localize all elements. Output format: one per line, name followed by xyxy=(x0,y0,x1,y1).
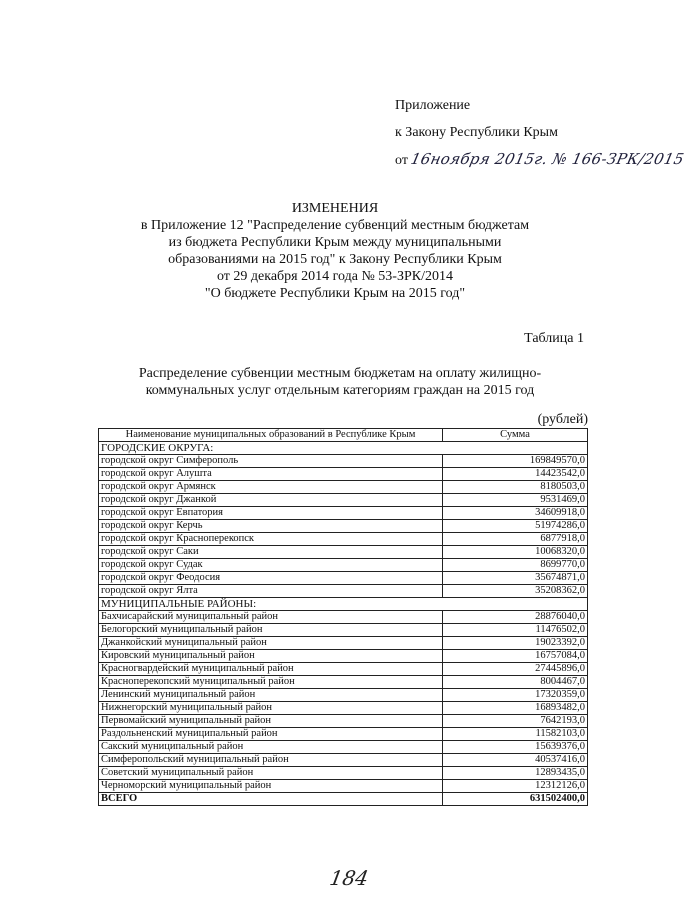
title-heading: ИЗМЕНЕНИЯ xyxy=(291,201,379,216)
municipality-name: городской округ Феодосия xyxy=(99,572,443,585)
amount-value: 51974286,0 xyxy=(443,520,588,533)
table-row xyxy=(99,572,588,585)
amount-value: 28876040,0 xyxy=(443,611,588,624)
table-row xyxy=(99,767,588,780)
amount-value: 8004467,0 xyxy=(443,676,588,689)
municipality-name: Ленинский муниципальный район xyxy=(99,689,443,702)
table-row xyxy=(99,741,588,754)
section-label: ГОРОДСКИЕ ОКРУГА: xyxy=(99,442,588,455)
appendix-date-line xyxy=(395,146,687,174)
municipality-name: Раздольненский муниципальный район xyxy=(99,728,443,741)
section-row xyxy=(99,442,588,455)
municipality-name: Черноморский муниципальный район xyxy=(99,780,443,793)
amount-value: 15639376,0 xyxy=(443,741,588,754)
units-label: (рублей) xyxy=(537,412,588,427)
amount-value: 9531469,0 xyxy=(443,494,588,507)
amount-value: 11476502,0 xyxy=(443,624,588,637)
municipality-name: Бахчисарайский муниципальный район xyxy=(99,611,443,624)
amount-value: 8180503,0 xyxy=(443,481,588,494)
amount-value: 6877918,0 xyxy=(443,533,588,546)
table-row xyxy=(99,728,588,741)
amount-value: 19023392,0 xyxy=(443,637,588,650)
municipality-name: Первомайский муниципальный район xyxy=(99,715,443,728)
amount-value: 34609918,0 xyxy=(443,507,588,520)
amount-value: 35674871,0 xyxy=(443,572,588,585)
amount-value: 16757084,0 xyxy=(443,650,588,663)
total-label: ВСЕГО xyxy=(99,793,443,806)
title-line: образованиями на 2015 год" к Закону Республики Крым xyxy=(168,252,502,267)
amount-value: 12312126,0 xyxy=(443,780,588,793)
amount-value: 8699770,0 xyxy=(443,559,588,572)
municipality-name: городской округ Евпатория xyxy=(99,507,443,520)
column-header-sum: Сумма xyxy=(443,429,588,442)
municipality-name: городской округ Армянск xyxy=(99,481,443,494)
amount-value: 40537416,0 xyxy=(443,754,588,767)
appendix-reference xyxy=(395,92,687,174)
amount-value: 11582103,0 xyxy=(443,728,588,741)
table-row xyxy=(99,663,588,676)
total-amount: 631502400,0 xyxy=(443,793,588,806)
municipality-name: городской округ Симферополь xyxy=(99,455,443,468)
municipality-name: Сакский муниципальный район xyxy=(99,741,443,754)
column-header-name: Наименование муниципальных образований в Республике Крым xyxy=(99,429,443,442)
amount-value: 14423542,0 xyxy=(443,468,588,481)
table-row xyxy=(99,624,588,637)
municipality-name: городской округ Красноперекопск xyxy=(99,533,443,546)
table-row xyxy=(99,559,588,572)
subvention-table xyxy=(98,428,588,806)
table-row xyxy=(99,494,588,507)
page-number: 184 xyxy=(327,866,371,890)
table-row xyxy=(99,702,588,715)
table-row xyxy=(99,689,588,702)
municipality-name: Нижнегорский муниципальный район xyxy=(99,702,443,715)
table-row xyxy=(99,754,588,767)
table-row xyxy=(99,650,588,663)
table-row xyxy=(99,780,588,793)
table-row xyxy=(99,533,588,546)
municipality-name: городской округ Алушта xyxy=(99,468,443,481)
amount-value: 169849570,0 xyxy=(443,455,588,468)
section-row xyxy=(99,598,588,611)
total-row xyxy=(99,793,588,806)
municipality-name: городской округ Судак xyxy=(99,559,443,572)
table-row xyxy=(99,715,588,728)
table-body xyxy=(99,442,588,806)
amount-value: 27445896,0 xyxy=(443,663,588,676)
table-row xyxy=(99,637,588,650)
table-row xyxy=(99,455,588,468)
municipality-name: городской округ Джанкой xyxy=(99,494,443,507)
municipality-name: Красноперекопский муниципальный район xyxy=(99,676,443,689)
amount-value: 7642193,0 xyxy=(443,715,588,728)
table-row xyxy=(99,676,588,689)
caption-line: Распределение субвенции местным бюджетам на оплату жилищно- xyxy=(138,366,542,381)
amount-value: 16893482,0 xyxy=(443,702,588,715)
table-number: Таблица 1 xyxy=(524,331,584,346)
appendix-label: Приложение xyxy=(395,98,471,113)
table-row xyxy=(99,468,588,481)
municipality-name: Красногвардейский муниципальный район xyxy=(99,663,443,676)
caption-line: коммунальных услуг отдельным категориям граждан на 2015 год xyxy=(145,383,535,398)
table-row xyxy=(99,520,588,533)
municipality-name: Кировский муниципальный район xyxy=(99,650,443,663)
title-line: от 29 декабря 2014 года № 53-ЗРК/2014 xyxy=(216,269,453,284)
municipality-name: Джанкойский муниципальный район xyxy=(99,637,443,650)
municipality-name: Белогорский муниципальный район xyxy=(99,624,443,637)
section-label: МУНИЦИПАЛЬНЫЕ РАЙОНЫ: xyxy=(99,598,588,611)
appendix-date-prefix: от xyxy=(395,153,408,168)
municipality-name: Симферопольский муниципальный район xyxy=(99,754,443,767)
table-caption xyxy=(100,365,580,399)
title-line: в Приложение 12 "Распределение субвенций местным бюджетам xyxy=(140,218,530,233)
document-title xyxy=(100,200,570,302)
amount-value: 10068320,0 xyxy=(443,546,588,559)
municipality-name: Советский муниципальный район xyxy=(99,767,443,780)
table-row xyxy=(99,507,588,520)
handwritten-date-number: 16ноября 2015г. № 166-ЗРК/2015 xyxy=(409,150,687,168)
title-line: из бюджета Республики Крым между муниципальными xyxy=(168,235,502,250)
amount-value: 17320359,0 xyxy=(443,689,588,702)
amount-value: 35208362,0 xyxy=(443,585,588,598)
municipality-name: городской округ Керчь xyxy=(99,520,443,533)
table-row xyxy=(99,611,588,624)
municipality-name: городской округ Саки xyxy=(99,546,443,559)
table-row xyxy=(99,546,588,559)
table-header-row xyxy=(99,429,588,442)
table-row xyxy=(99,481,588,494)
amount-value: 12893435,0 xyxy=(443,767,588,780)
appendix-law-ref: к Закону Республики Крым xyxy=(395,125,558,140)
title-line: "О бюджете Республики Крым на 2015 год" xyxy=(204,286,466,301)
table-row xyxy=(99,585,588,598)
municipality-name: городской округ Ялта xyxy=(99,585,443,598)
